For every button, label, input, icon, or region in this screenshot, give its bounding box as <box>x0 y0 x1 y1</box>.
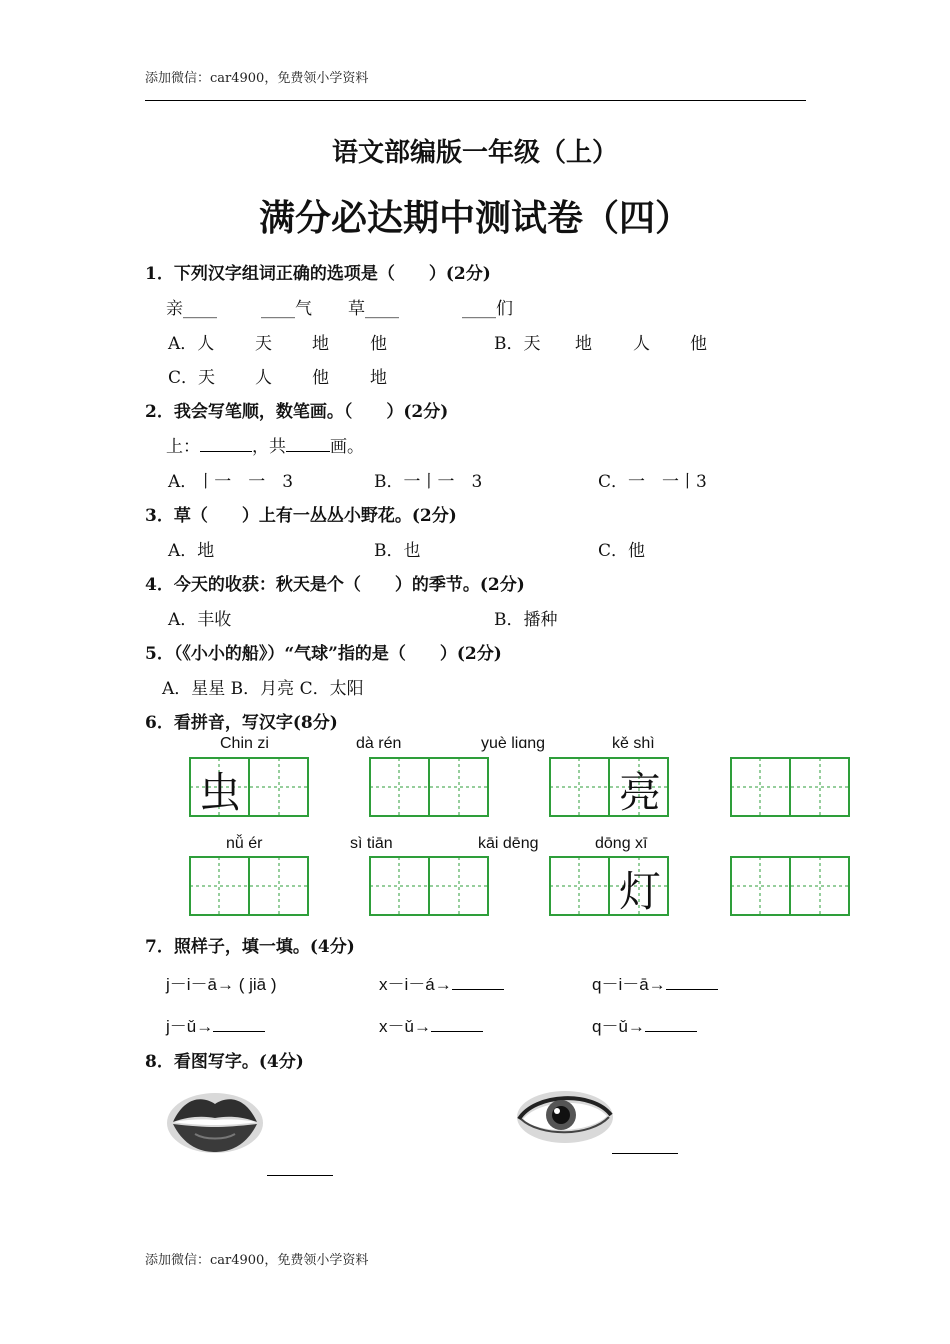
q1-word-4: ____们 <box>462 299 513 319</box>
q2-fill-suffix: 画。 <box>330 437 364 457</box>
page-title: 满分必达期中测试卷（四） <box>258 197 691 239</box>
q2-fill-mid: ，共 <box>252 437 286 457</box>
q7-item-qia-text: q－i－ā→ <box>592 975 666 994</box>
q2-fill-prefix: 上： <box>166 437 200 457</box>
q6-char-deng: 灯 <box>619 867 662 916</box>
q8-blank-mouth[interactable] <box>267 1175 333 1176</box>
q3-option-b[interactable]: B．也 <box>374 541 421 561</box>
q4-option-b[interactable]: B．播种 <box>494 610 558 630</box>
q6-pinyin-r2-4: dōng xī <box>595 835 648 852</box>
q1-word-1: 亲____ <box>166 299 217 319</box>
q2-stroke-blank[interactable] <box>200 437 252 452</box>
q7-example: j－i－ā→ ( jiā ) <box>166 975 277 994</box>
question-2-stem: 2．我会写笔顺，数笔画。（ ）(2分) <box>145 402 449 422</box>
q6-pinyin-r2-2: sì tiān <box>350 835 393 852</box>
q1-option-b-2: 地 <box>575 334 592 354</box>
q6-grid-r2-4[interactable] <box>730 856 850 916</box>
q2-option-a[interactable]: A．丨一 一 3 <box>168 472 294 492</box>
q7-item-qu-text: q－ǔ→ <box>592 1017 645 1036</box>
q1-option-a-2: 天 <box>255 334 272 354</box>
q6-pinyin-r1-1: Chin zi <box>220 735 269 752</box>
q6-pinyin-r1-4: kě shì <box>612 735 655 752</box>
q2-count-blank[interactable] <box>286 437 330 452</box>
q3-option-a[interactable]: A．地 <box>168 541 215 561</box>
q7-item-ju-text: j－ǔ→ <box>166 1017 214 1036</box>
q4-option-a[interactable]: A．丰收 <box>168 610 232 630</box>
q7-item-xia-text: x－i－á→ <box>379 975 452 994</box>
q6-grid-r1-2[interactable] <box>369 757 489 817</box>
question-5-stem: 5．（《小小的船》）“气球”指的是（ ）(2分) <box>145 644 502 664</box>
q7-blank-qu[interactable] <box>645 1017 697 1032</box>
question-3-stem: 3．草（ ）上有一丛丛小野花。(2分) <box>145 506 457 526</box>
q1-option-c-3: 他 <box>312 368 329 388</box>
q6-char-liang: 亮 <box>619 768 662 817</box>
q8-blank-eye[interactable] <box>612 1153 678 1154</box>
footer-note: 添加微信：car4900，免费领小学资料 <box>145 1253 369 1268</box>
q1-word-3: 草____ <box>348 299 399 319</box>
q7-blank-xia[interactable] <box>452 975 504 990</box>
q7-item-xia <box>379 970 504 995</box>
mouth-picture <box>165 1090 265 1156</box>
question-8-stem: 8．看图写字。(4分) <box>145 1052 304 1072</box>
q6-char-chong: 虫 <box>199 768 242 817</box>
q5-options[interactable]: A．星星 B．月亮 C．太阳 <box>162 679 364 699</box>
q6-grid-r2-2[interactable] <box>369 856 489 916</box>
q6-pinyin-r1-2: dà rén <box>356 735 402 752</box>
q7-blank-ju[interactable] <box>213 1017 265 1032</box>
q1-option-c-2: 人 <box>255 368 272 388</box>
q7-item-qu <box>592 1012 697 1037</box>
q3-option-c[interactable]: C．他 <box>598 541 646 561</box>
header-note: 添加微信：car4900，免费领小学资料 <box>145 71 369 86</box>
q7-blank-qia[interactable] <box>666 975 718 990</box>
header-rule <box>145 100 806 101</box>
q1-option-c-4: 地 <box>370 368 387 388</box>
q1-option-b-4: 他 <box>690 334 707 354</box>
q2-option-b[interactable]: B．一丨一 3 <box>374 472 483 492</box>
q1-option-b[interactable]: B．天 <box>494 334 541 354</box>
q2-option-c[interactable]: C．一 一丨3 <box>598 472 707 492</box>
q7-item-ju <box>166 1012 265 1037</box>
q1-word-2: ____气 <box>261 299 312 319</box>
q1-option-a-4: 他 <box>370 334 387 354</box>
q6-grid-r2-1[interactable] <box>189 856 309 916</box>
q6-pinyin-r1-3: yuè liɑng <box>481 735 546 752</box>
question-6-stem: 6．看拼音，写汉字(8分) <box>145 713 338 733</box>
question-4-stem: 4．今天的收获：秋天是个（ ）的季节。(2分) <box>145 575 525 595</box>
q1-option-a[interactable]: A．人 <box>168 334 215 354</box>
q6-pinyin-r2-3: kāi dēng <box>478 835 539 852</box>
question-7-stem: 7．照样子，填一填。(4分) <box>145 937 355 957</box>
q1-option-c[interactable]: C．天 <box>168 368 216 388</box>
q2-fill-line <box>166 432 364 457</box>
q7-item-xu <box>379 1012 483 1037</box>
eye-picture <box>515 1085 615 1145</box>
q6-pinyin-r2-1: nǚ ér <box>226 835 263 852</box>
q1-option-b-3: 人 <box>633 334 650 354</box>
q7-item-qia <box>592 970 718 995</box>
q7-item-xu-text: x－ǔ→ <box>379 1017 431 1036</box>
q1-option-a-3: 地 <box>312 334 329 354</box>
q7-blank-xu[interactable] <box>431 1017 483 1032</box>
question-1-stem: 1．下列汉字组词正确的选项是（ ）(2分) <box>145 264 491 284</box>
page-subtitle: 语文部编版一年级（上） <box>331 138 618 168</box>
q6-grid-r1-4[interactable] <box>730 757 850 817</box>
